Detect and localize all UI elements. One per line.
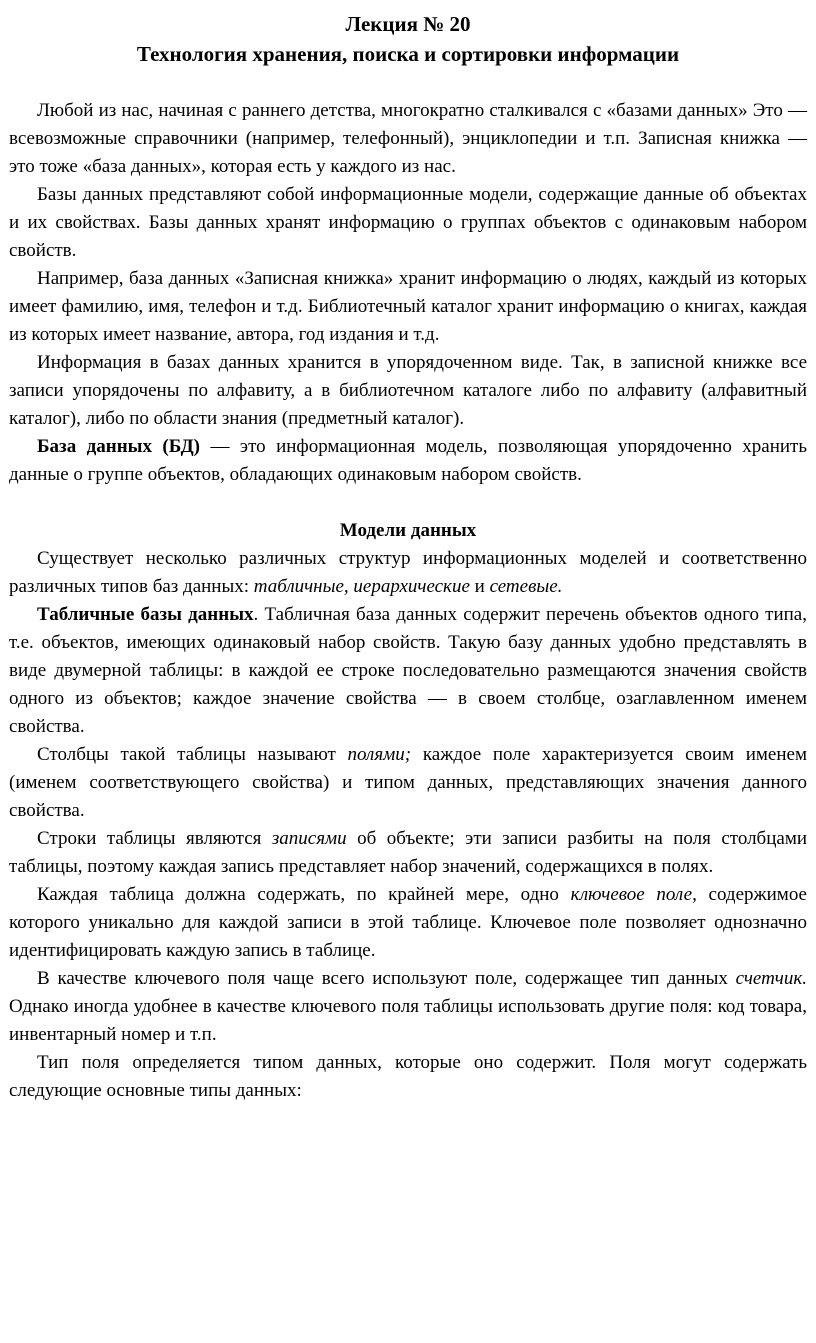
paragraph [9, 825, 807, 881]
text-run: Однако иногда удобнее в качестве ключевого поля таблицы использовать другие поля: код товара, инвентарный номер и т.п. [9, 996, 807, 1045]
text-run: полями; [347, 744, 412, 765]
text-run: ключевое поле, [570, 884, 697, 905]
paragraph [9, 265, 807, 349]
blank-line [9, 69, 807, 97]
text-run: База данных (БД) [37, 436, 201, 457]
text-run: Лекция № 20 [345, 12, 471, 36]
text-run: Технология хранения, поиска и сортировки информации [136, 42, 680, 66]
text-run: Информация в базах данных хранится в упорядоченном виде. Так, в записной книжке все записи упорядочены по алфавиту, а в библиотечном каталоге либо по алфавиту (алфавитный каталог), либо по области знания (предметный каталог). [9, 352, 807, 429]
section-heading [9, 517, 807, 545]
text-run: Любой из нас, начиная с раннего детства, многократно сталкивался с «базами данных» Это — всевозможные справочники (например, телефонный), энциклопедии и т.п. Записная книжка — это тоже «база данных», которая есть у каждого из нас. [9, 100, 807, 177]
paragraph [9, 601, 807, 741]
text-run: счетчик. [735, 968, 807, 989]
paragraph [9, 97, 807, 181]
paragraph [9, 965, 807, 1049]
document-title-line [9, 9, 807, 39]
text-run: Строки таблицы являются [37, 828, 272, 849]
text-run: содержимое которого уникально для каждой записи в этой таблице. Ключевое поле позволяет однозначно идентифицировать каждую запись в таблице. [9, 884, 807, 961]
text-run: Модели данных [339, 520, 477, 541]
text-run: и [469, 576, 490, 597]
text-run: Например, база данных «Записная книжка» хранит информацию о людях, каждый из которых имеет фамилию, имя, телефон и т.д. Библиотечный каталог хранит информацию о книгах, каждая из которых имеет название, автора, год издания и т.д. [9, 268, 807, 345]
text-run: записями [271, 828, 347, 849]
text-run: Базы данных представляют собой информационные модели, содержащие данные об объектах и их свойствах. Базы данных хранят информацию о группах объектов с одинаковым набором свойств. [9, 184, 807, 261]
text-run: — это информационная модель, позволяющая упорядоченно хранить данные о группе объектов, обладающих одинаковым набором свойств. [9, 436, 808, 485]
text-run: Существует несколько различных структур информационных моделей и соответственно различных типов баз данных: [9, 548, 807, 597]
text-run: Каждая таблица должна содержать, по крайней мере, одно [37, 884, 571, 905]
blank-line [9, 489, 807, 517]
text-run: Столбцы такой таблицы называют [37, 744, 348, 765]
text-run: сетевые. [489, 576, 563, 597]
text-run: Тип поля определяется типом данных, которые оно содержит. Поля могут содержать следующие основные типы данных: [9, 1052, 807, 1101]
paragraph [9, 349, 807, 433]
paragraph [9, 433, 807, 489]
text-run: . Табличная база данных содержит перечень объектов одного типа, т.е. объектов, имеющих одинаковый набор свойств. Такую базу данных удобно представлять в виде двумерной таблицы: в каждой ее строке последовательно размещаются значения свойств одного из объектов; каждое значение свойства — в своем столбце, озаглавленном именем свойства. [9, 604, 807, 737]
paragraph [9, 545, 807, 601]
text-run: об объекте; эти записи разбиты на поля столбцами таблицы, поэтому каждая запись представляет набор значений, содержащихся в полях. [9, 828, 808, 877]
paragraph [9, 741, 807, 825]
document-title-line [9, 39, 807, 69]
paragraph [9, 1049, 807, 1105]
paragraph [9, 881, 807, 965]
text-run: В качестве ключевого поля чаще всего используют поле, содержащее тип данных [37, 968, 736, 989]
text-run: табличные, иерархические [253, 576, 470, 597]
text-run: Табличные базы данных [37, 604, 254, 625]
text-run: каждое поле характеризуется своим именем (именем соответствующего свойства) и типом данных, представляющих значения данного свойства. [9, 744, 807, 821]
paragraph [9, 181, 807, 265]
